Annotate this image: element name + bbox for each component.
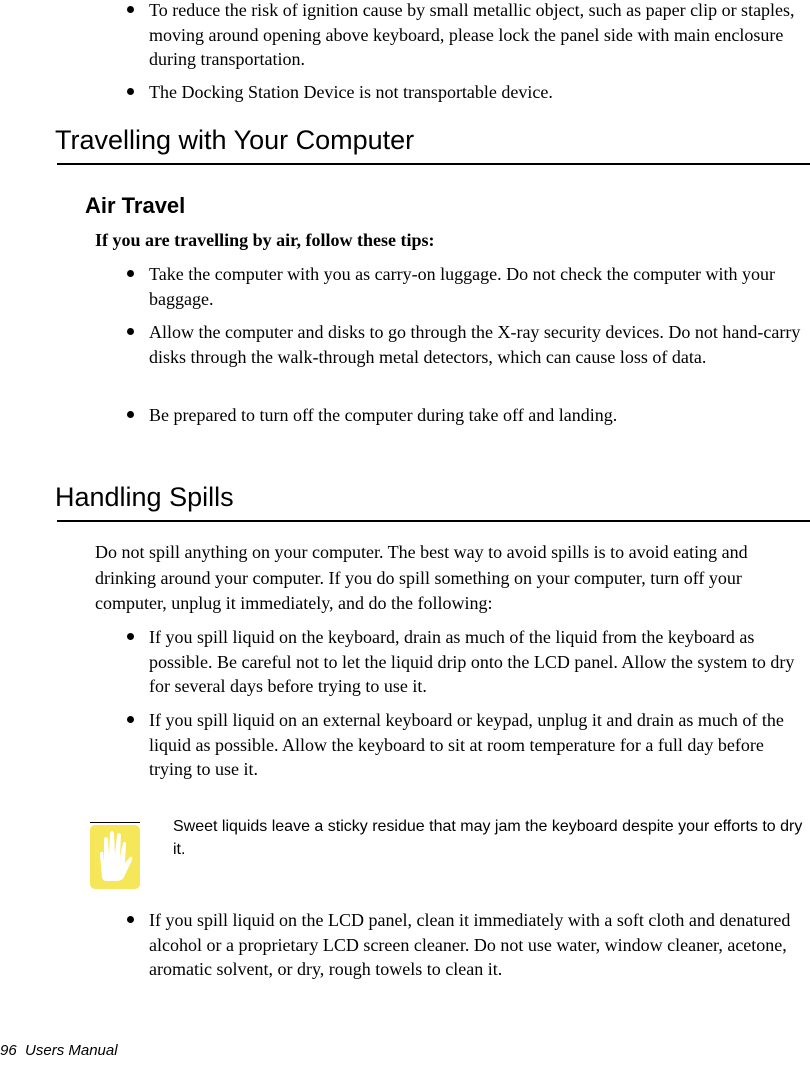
bullet-text: Be prepared to turn off the computer during take off and landing. [149, 405, 618, 425]
heading-rule [57, 520, 810, 522]
manual-title: Users Manual [25, 1042, 118, 1059]
page-number: 96 [0, 1042, 17, 1059]
bullet-icon [127, 88, 134, 95]
subsection-heading: Air Travel [85, 193, 186, 218]
section-heading: Travelling with Your Computer [55, 125, 415, 155]
list-item [149, 708, 810, 782]
bullet-text: Allow the computer and disks to go through the X-ray security devices. Do not hand-carry disks through the walk-through metal detectors, which can cause loss of data. [149, 322, 801, 367]
lead-text: If you are travelling by air, follow these tips: [95, 230, 435, 250]
heading-rule [57, 163, 810, 165]
page-footer [0, 1042, 118, 1059]
bullet-text: Take the computer with you as carry-on luggage. Do not check the computer with your baggage. [149, 264, 776, 309]
list-item [149, 320, 810, 369]
bullet-icon [127, 270, 134, 277]
bullet-icon [127, 633, 134, 640]
bullet-icon [127, 716, 134, 723]
bullet-text: The Docking Station Device is not transportable device. [149, 82, 553, 102]
bullet-text: To reduce the risk of ignition cause by small metallic object, such as paper clip or staples, moving around opening above keyboard, please lock the panel side with main enclosure during transportation. [149, 0, 795, 69]
list-item [149, 403, 810, 428]
paragraph: Do not spill anything on your computer. The best way to avoid spills is to avoid eating and drinking around your computer. If you do spill something on your computer, turn off your computer, unplug it immediately, and do the following: [95, 542, 748, 613]
note-text: Sweet liquids leave a sticky residue that may jam the keyboard despite your efforts to dry it. [173, 818, 803, 858]
bullet-icon [127, 328, 134, 335]
bullet-icon [127, 916, 134, 923]
list-item [149, 262, 810, 311]
section-heading: Handling Spills [55, 482, 234, 512]
list-item [149, 908, 810, 982]
bullet-icon [127, 411, 134, 418]
bullet-icon [127, 6, 134, 13]
list-item [149, 625, 810, 699]
list-item [149, 0, 810, 72]
note-rule [90, 822, 140, 823]
bullet-text: If you spill liquid on an external keyboard or keypad, unplug it and drain as much of the liquid as possible. Allow the keyboard to sit at room temperature for a full day before trying to use it. [149, 710, 784, 779]
list-item [149, 80, 810, 105]
bullet-text: If you spill liquid on the LCD panel, clean it immediately with a soft cloth and denatured alcohol or a proprietary LCD screen cleaner. Do not use water, window cleaner, acetone, aromatic solvent, or dry, rough towels to clean it. [149, 910, 791, 979]
bullet-text: If you spill liquid on the keyboard, drain as much of the liquid from the keyboard as possible. Be careful not to let the liquid drip onto the LCD panel. Allow the system to dry for several days before trying to use it. [149, 627, 795, 696]
caution-hand-icon [90, 825, 140, 889]
